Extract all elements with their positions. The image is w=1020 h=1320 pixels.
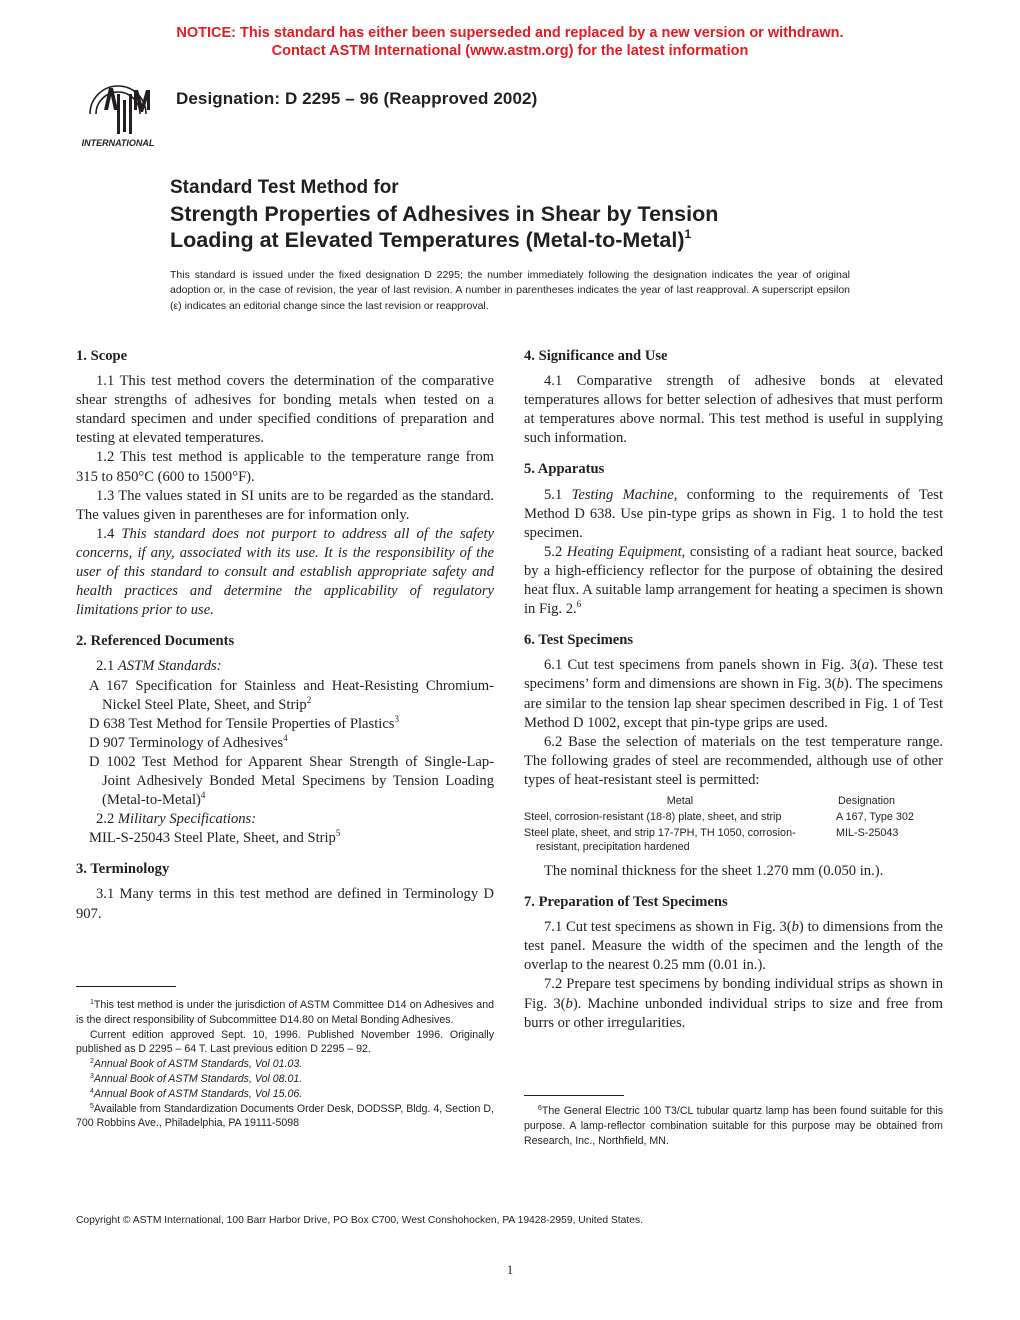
para-1-2: 1.2 This test method is applicable to the temperature range from 315 to 850°C (600 to 1500°F). xyxy=(76,449,494,485)
para-7-1-a: 7.1 Cut test specimens as shown in Fig. 3( xyxy=(544,919,792,936)
document-title xyxy=(170,175,718,253)
footnote-6-text: The General Electric 100 T3/CL tubular quartz lamp has been found suitable for this purpose. A lamp-reflector combination suitable for this purpose may be obtained from Research, Inc., Northfield, MN. xyxy=(524,1105,943,1147)
para-2-2-num: 2.2 xyxy=(96,811,118,828)
para-6-1-a: 6.1 Cut test specimens from panels shown in Fig. 3( xyxy=(544,657,862,674)
para-7-1-b: b xyxy=(791,919,799,936)
section-heading-preparation: 7. Preparation of Test Specimens xyxy=(524,894,728,911)
para-7-2-a: 7.2 Prepare test specimens by bonding individual strips as shown in Fig. 3( xyxy=(524,976,943,1012)
para-5-1-term: Testing Machine xyxy=(571,486,674,503)
table-header-metal: Metal xyxy=(666,794,694,807)
table-row xyxy=(524,826,943,856)
title-line-1: Standard Test Method for xyxy=(170,177,399,198)
para-7-2-b: b xyxy=(565,995,573,1012)
table-header-row xyxy=(524,794,943,810)
section-heading-terminology: 3. Terminology xyxy=(76,861,170,878)
para-5-2 xyxy=(524,543,943,619)
para-7-2 xyxy=(524,975,943,1032)
designation: Designation: D 2295 – 96 (Reapproved 2002) xyxy=(176,89,538,108)
ref-d1002 xyxy=(76,753,494,810)
para-3-1: 3.1 Many terms in this test method are defined in Terminology D 907. xyxy=(76,886,494,922)
para-6-1-b: a xyxy=(861,657,870,674)
table-cell-designation: A 167, Type 302 xyxy=(836,810,914,823)
footnote-2 xyxy=(76,1057,494,1072)
para-5-1-num: 5.1 xyxy=(544,486,572,503)
para-7-1-c: ) to dimensions from the test panel. Measure the width of the specimen and the length of the overlap to the nearest 0.25 mm (0.01 in.). xyxy=(524,919,943,974)
para-7-1 xyxy=(524,918,943,975)
table-row xyxy=(524,810,943,826)
para-1-1: 1.1 This test method covers the determination of the comparative shear strengths of adhesives for bonding metals when tested on a standard specimen and under specified conditions of preparation and testing at elevated temperatures. xyxy=(76,373,494,447)
para-6-1-c: ). These test specimens’ form and dimensions are shown in Fig. 3( xyxy=(524,657,943,693)
para-5-2-term: Heating Equipment xyxy=(566,543,682,560)
para-2-2-title: Military Specifications: xyxy=(117,811,257,828)
notice-line-2: Contact ASTM International (www.astm.org) for the latest information xyxy=(271,43,749,59)
para-1-4-text: This standard does not purport to address all of the safety concerns, if any, associated with its use. It is the responsibility of the user of this standard to consult and establish appropriate safety and health practices and determine the applicability of regulatory limitations prior to use. xyxy=(76,525,494,619)
para-6-2: 6.2 Base the selection of materials on the test temperature range. The following grades of steel are recommended, although use of other types of heat-resistant steel is permitted: xyxy=(524,733,943,788)
footnote-divider-right xyxy=(524,1095,624,1096)
para-1-3: 1.3 The values stated in SI units are to be regarded as the standard. The values given in parentheses are for information only. xyxy=(76,487,494,523)
para-5-1 xyxy=(524,486,943,543)
footnote-3-text: Annual Book of ASTM Standards, Vol 08.01. xyxy=(93,1072,303,1085)
para-5-2-num: 5.2 xyxy=(544,543,567,560)
section-heading-significance: 4. Significance and Use xyxy=(524,348,668,364)
footnote-1 xyxy=(76,998,494,1028)
para-5-2-text: , consisting of a radiant heat source, backed by a high-efficiency reflector for the purpose of obtaining the desired heat flux. A suitable lamp arrangement for heating a specimen is shown in Fig. 2. xyxy=(524,543,943,618)
copyright-line: Copyright © ASTM International, 100 Barr Harbor Drive, PO Box C700, West Conshohocken, PA 19428-2959, United States. xyxy=(76,1215,643,1226)
para-2-1-title: ASTM Standards: xyxy=(117,658,222,675)
ref-d638-text: D 638 Test Method for Tensile Properties of Plastics xyxy=(89,715,395,732)
footnote-5-mark: 5 xyxy=(90,1102,94,1110)
section-heading-apparatus: 5. Apparatus xyxy=(524,461,605,478)
table-cell-designation: MIL-S-25043 xyxy=(836,826,899,839)
ref-d1002-note: 4 xyxy=(200,790,206,801)
ref-d907-note: 4 xyxy=(283,732,288,743)
footnote-1-text: This test method is under the jurisdiction of ASTM Committee D14 on Adhesives and is the direct responsibility of Subcommittee D14.80 on Metal Bonding Adhesives. xyxy=(76,999,494,1026)
table-cell-metal: Steel plate, sheet, and strip 17-7PH, TH 1050, corrosion-resistant, precipitation hardened xyxy=(524,826,796,853)
table-header-designation: Designation xyxy=(838,794,896,807)
ref-d638-note: 3 xyxy=(394,713,399,724)
ref-d638 xyxy=(76,715,494,734)
section-heading-scope: 1. Scope xyxy=(76,348,128,364)
notice-line-1: NOTICE: This standard has either been superseded and replaced by a new version or withdrawn. xyxy=(176,25,844,41)
footnotes-right xyxy=(524,1104,943,1148)
footnote-3-mark: 3 xyxy=(90,1072,94,1080)
title-line-3: Loading at Elevated Temperatures (Metal-to-Metal) xyxy=(170,228,685,252)
para-4-1: 4.1 Comparative strength of adhesive bonds at elevated temperatures allows for better selection of adhesives that must perform at temperatures above normal. This test method is useful in supplying such information. xyxy=(524,373,943,447)
steel-grades-table xyxy=(524,794,943,856)
ref-d907 xyxy=(76,734,494,753)
astm-logo xyxy=(76,74,160,150)
title-line-2: Strength Properties of Adhesives in Shear by Tension xyxy=(170,202,719,226)
ref-mil-note: 5 xyxy=(335,828,341,839)
footnotes-left xyxy=(76,998,494,1131)
title-footnote-mark: 1 xyxy=(684,227,692,241)
para-6-3: The nominal thickness for the sheet 1.270 mm (0.050 in.). xyxy=(544,862,884,879)
ref-d907-text: D 907 Terminology of Adhesives xyxy=(89,734,284,751)
para-6-1-e: ). The specimens are similar to the tension lap shear specimen described in Fig. 1 of Test Method D 1002, except that pin-type grips are used. xyxy=(524,676,943,731)
footnote-5 xyxy=(76,1102,494,1132)
para-5-1-text: , conforming to the requirements of Test Method D 638. Use pin-type grips as shown in Fig. 1 to hold the test specimen. xyxy=(524,486,944,541)
footnote-2-text: Annual Book of ASTM Standards, Vol 01.03. xyxy=(93,1058,303,1071)
footnote-3 xyxy=(76,1072,494,1087)
footnote-6 xyxy=(524,1104,943,1148)
footnote-4-text: Annual Book of ASTM Standards, Vol 15.06. xyxy=(93,1087,303,1100)
footnote-2-mark: 2 xyxy=(90,1058,94,1066)
para-7-2-c: ). Machine unbonded individual strips to size and free from burrs or other irregularities. xyxy=(524,995,944,1031)
footnote-1-mark: 1 xyxy=(90,999,94,1006)
footnote-divider-left xyxy=(76,986,176,987)
ref-a167-text: A 167 Specification for Stainless and Heat-Resisting Chromium-Nickel Steel Plate, Sheet, and Strip xyxy=(89,677,494,713)
section-heading-test-specimens: 6. Test Specimens xyxy=(524,632,634,649)
footnote-5-text: Available from Standardization Documents Order Desk, DODSSP, Bldg. 4, Section D, 700 Robbins Ave., Philadelphia, PA 19111-5098 xyxy=(76,1102,494,1130)
logo-subtext: INTERNATIONAL xyxy=(81,138,155,148)
withdrawal-notice xyxy=(0,24,1020,60)
ref-a167 xyxy=(76,677,494,715)
para-6-1 xyxy=(524,656,943,732)
right-column xyxy=(524,347,943,1033)
footnote-4-mark: 4 xyxy=(90,1087,94,1095)
ref-mil-text: MIL-S-25043 Steel Plate, Sheet, and Strip xyxy=(89,830,336,847)
left-column xyxy=(76,347,494,924)
issuance-note: This standard is issued under the fixed designation D 2295; the number immediately following the designation indicates the year of original adoption or, in the case of revision, the year of last revision. A number in parentheses indicates the year of last reapproval. A superscript epsilon (ε) indicates an editorial change since the last revision or reapproval. xyxy=(170,269,850,312)
ref-mil-s-25043 xyxy=(76,829,494,848)
para-1-4-num: 1.4 xyxy=(96,525,122,542)
para-1-4 xyxy=(76,525,494,620)
ref-a167-note: 2 xyxy=(306,694,312,705)
para-6-1-d: b xyxy=(836,676,844,693)
footnote-6-mark: 6 xyxy=(538,1105,542,1112)
para-5-2-note: 6 xyxy=(576,599,582,610)
ref-d1002-text: D 1002 Test Method for Apparent Shear Strength of Single-Lap-Joint Adhesively Bonded Metal Specimens by Tension Loading (Metal-to-Metal) xyxy=(89,753,494,809)
footnote-1b: Current edition approved Sept. 10, 1996. Published November 1996. Originally published as D 2295 – 64 T. Last previous edition D 2295 – 92. xyxy=(76,1028,494,1056)
table-cell-metal: Steel, corrosion-resistant (18-8) plate, sheet, and strip xyxy=(524,810,782,823)
para-2-1 xyxy=(76,657,494,676)
page-number: 1 xyxy=(506,1262,514,1277)
section-heading-referenced-documents: 2. Referenced Documents xyxy=(76,633,235,650)
footnote-4 xyxy=(76,1087,494,1102)
para-2-1-num: 2.1 xyxy=(96,658,118,675)
para-2-2 xyxy=(76,810,494,829)
